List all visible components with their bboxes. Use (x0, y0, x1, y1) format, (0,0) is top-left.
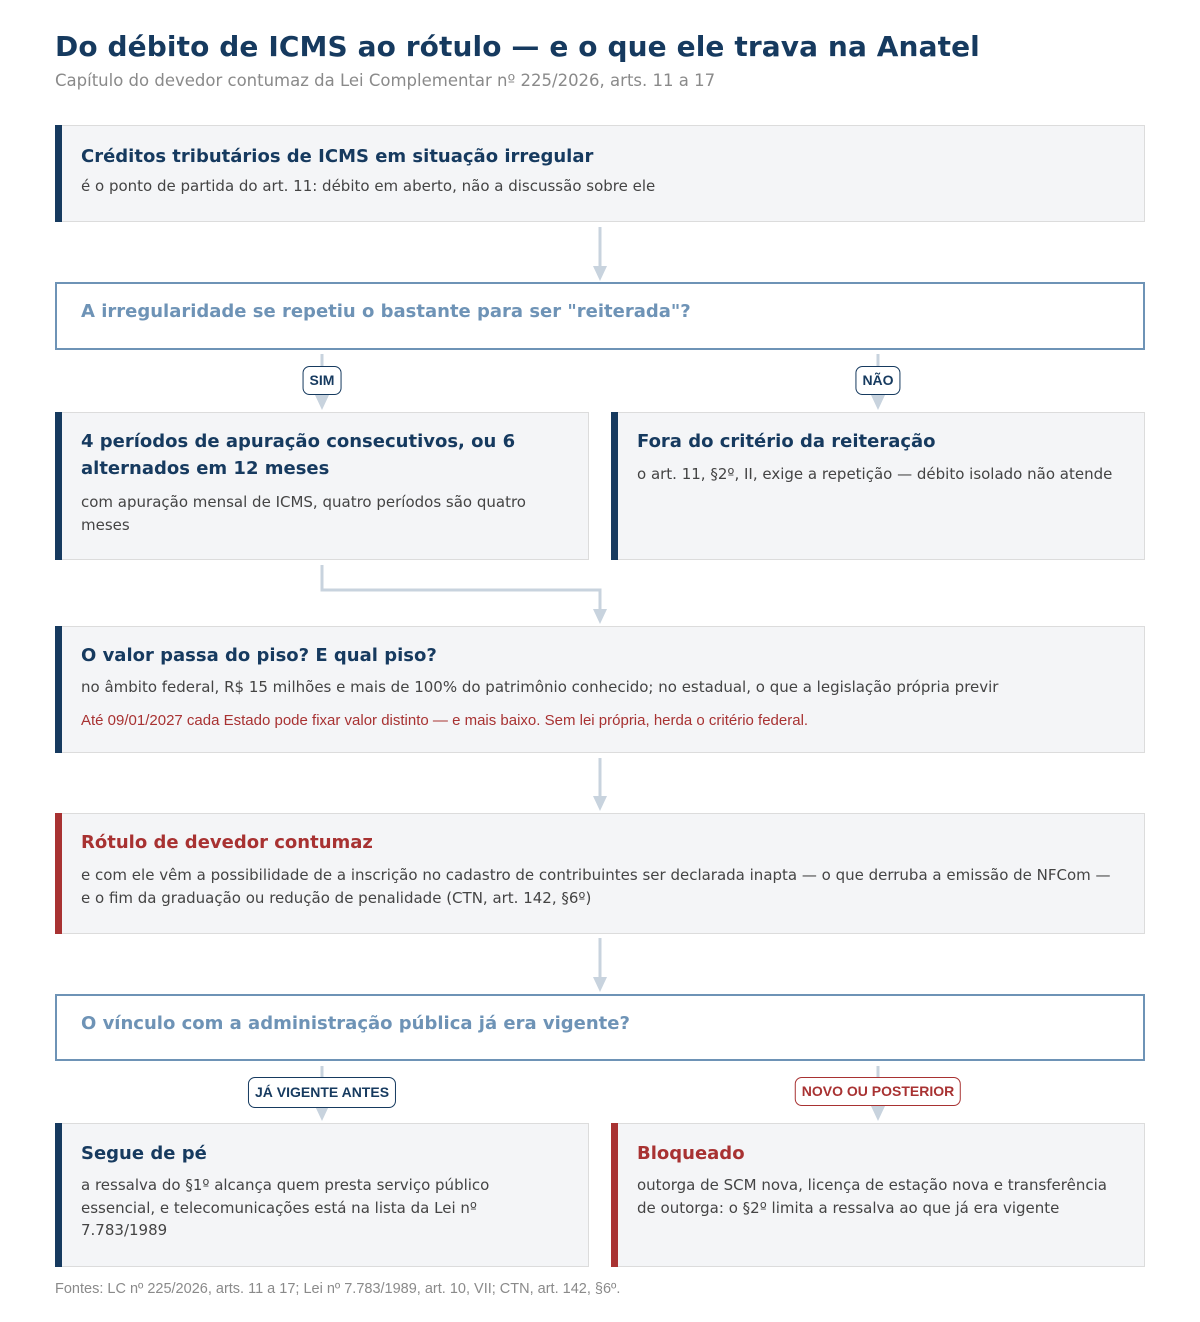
arrow-yes-to-threshold (322, 565, 600, 611)
threshold-box-title: O valor passa do piso? E qual piso? (81, 645, 437, 666)
no-box-title: Fora do critério da reiteração (637, 431, 936, 452)
question-reiteration-text: A irregularidade se repetiu o bastante para ser "reiterada"? (81, 301, 691, 322)
threshold-box-desc: no âmbito federal, R$ 15 milhões e mais de 100% do patrimônio conhecido; no estadual, o que a legislação própria previr (81, 678, 999, 696)
page-subtitle: Capítulo do devedor contumaz da Lei Complementar nº 225/2026, arts. 11 a 17 (55, 71, 716, 90)
contumaz-label-desc: e com ele vêm a possibilidade de a inscrição no cadastro de contribuintes ser declarada inapta — o que derruba a emissão de NFCom — e o fim da graduação ou redução de penalidade (CTN, art. 142, §6º) (81, 866, 1111, 907)
yes-box-title: 4 períodos de apuração consecutivos, ou 6 alternados em 12 meses (81, 431, 516, 479)
no-box-desc: o art. 11, §2º, II, exige a repetição — débito isolado não atende (637, 465, 1113, 483)
question-vigente-text: O vínculo com a administração pública já era vigente? (81, 1013, 630, 1034)
already-valid-badge: JÁ VIGENTE ANTES (248, 1077, 396, 1108)
no-badge: NÃO (855, 366, 900, 395)
sources-footer: Fontes: LC nº 225/2026, arts. 11 a 17; Lei nº 7.783/1989, art. 10, VII; CTN, art. 142, §6º. (55, 1281, 621, 1297)
question-reiteration (55, 282, 1145, 350)
start-box-desc: é o ponto de partida do art. 11: débito em aberto, não a discussão sobre ele (81, 177, 656, 195)
threshold-box (55, 626, 1145, 753)
accent-bar (55, 1123, 62, 1267)
accent-bar (55, 813, 62, 934)
new-or-later-badge: NOVO OU POSTERIOR (795, 1077, 961, 1106)
accent-bar (611, 1123, 618, 1267)
outcome-left-box (55, 1123, 589, 1267)
accent-bar (611, 412, 618, 560)
outcome-left-desc: a ressalva do §1º alcança quem presta serviço público essencial, e telecomunicações está na lista da Lei nº 7.783/1989 (81, 1176, 490, 1239)
start-box-title: Créditos tributários de ICMS em situação irregular (81, 146, 594, 167)
accent-bar (55, 412, 62, 560)
yes-box-desc: com apuração mensal de ICMS, quatro períodos são quatro meses (81, 493, 526, 534)
page-title: Do débito de ICMS ao rótulo — e o que ele trava na Anatel (55, 30, 980, 63)
outcome-right-desc: outorga de SCM nova, licença de estação nova e transferência de outorga: o §2º limita a ressalva ao que já era vigente (637, 1176, 1107, 1217)
outcome-right-title: Bloqueado (637, 1143, 745, 1164)
threshold-box-note: Até 09/01/2027 cada Estado pode fixar valor distinto — e mais baixo. Sem lei própria, herda o critério federal. (81, 712, 809, 729)
no-box (611, 412, 1145, 560)
accent-bar (55, 626, 62, 753)
yes-box (55, 412, 589, 560)
outcome-right-box (611, 1123, 1145, 1267)
contumaz-label-title: Rótulo de devedor contumaz (81, 832, 373, 853)
accent-bar (55, 125, 62, 222)
question-vigente (55, 994, 1145, 1061)
yes-badge: SIM (303, 366, 342, 395)
outcome-left-title: Segue de pé (81, 1143, 207, 1164)
start-box (55, 125, 1145, 222)
contumaz-label-box (55, 813, 1145, 934)
